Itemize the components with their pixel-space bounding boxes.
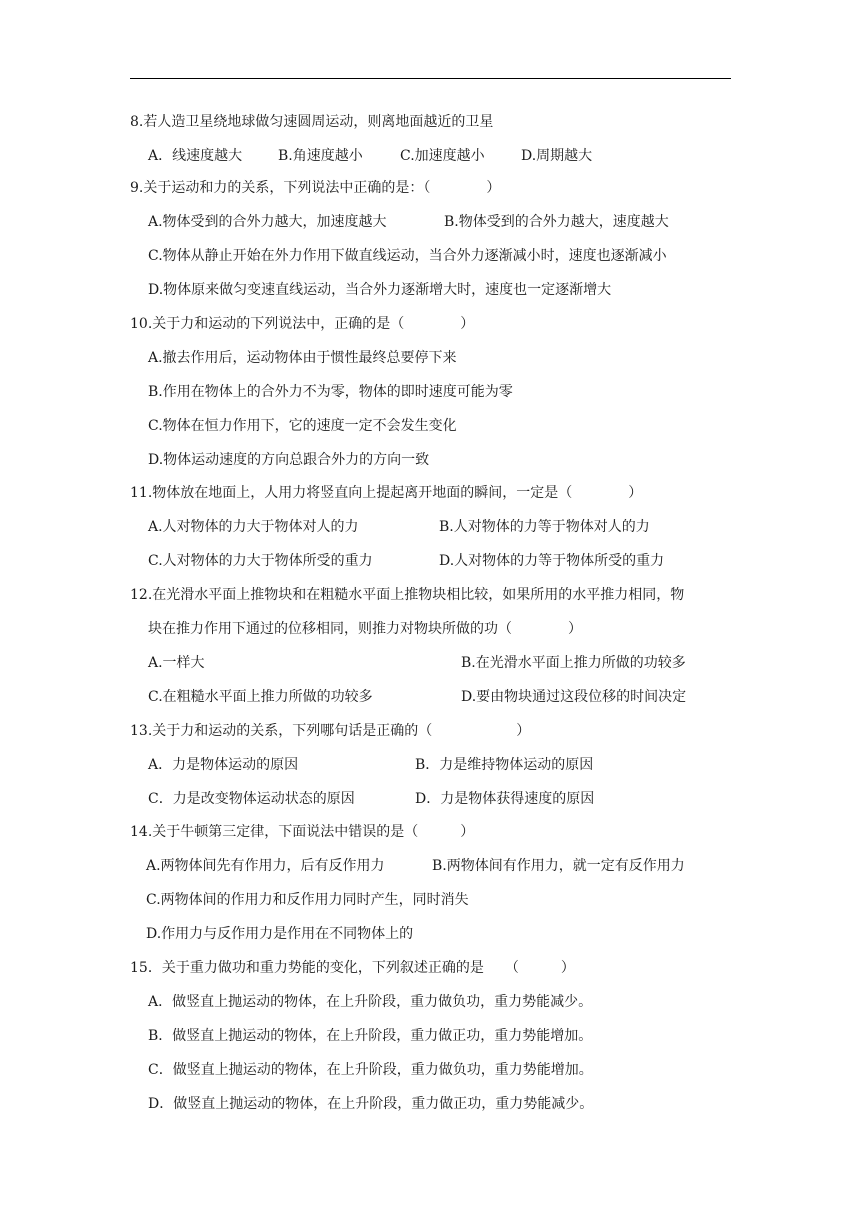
question-9-option-b: B.物体受到的合外力越大，速度越大 [444, 214, 669, 230]
question-11-option-d: D.人对物体的力等于物体所受的重力 [439, 553, 665, 569]
question-14-option-c: C.两物体间的作用力和反作用力同时产生，同时消失 [146, 892, 469, 908]
question-11-option-b: B.人对物体的力等于物体对人的力 [439, 519, 650, 535]
question-8-stem: 8.若人造卫星绕地球做匀速圆周运动，则离地面越近的卫星 [130, 114, 494, 130]
question-9-option-a: A.物体受到的合外力越大，加速度越大 [148, 214, 387, 230]
question-14-option-b: B.两物体间有作用力，就一定有反作用力 [432, 858, 685, 874]
question-13-stem: 13.关于力和运动的关系，下列哪句话是正确的（ ） [130, 723, 531, 739]
question-12-option-c: C.在粗糙水平面上推力所做的功较多 [148, 689, 373, 705]
question-14-stem: 14.关于牛顿第三定律，下面说法中错误的是（ ） [130, 824, 475, 840]
question-15-option-a: A．做竖直上抛运动的物体，在上升阶段，重力做负功，重力势能减少。 [148, 994, 593, 1010]
question-10-option-a: A.撤去作用后，运动物体由于惯性最终总要停下来 [148, 350, 457, 366]
question-15-option-c: C．做竖直上抛运动的物体，在上升阶段，重力做负功，重力势能增加。 [148, 1062, 593, 1078]
question-11-option-a: A.人对物体的力大于物体对人的力 [148, 519, 359, 535]
question-15-stem: 15．关于重力做功和重力势能的变化，下列叙述正确的是 （ ） [130, 960, 575, 976]
question-13-option-c: C．力是改变物体运动状态的原因 [148, 791, 355, 807]
question-9-stem: 9.关于运动和力的关系，下列说法中正确的是：（ ） [130, 180, 501, 196]
question-14-option-a: A.两物体间先有作用力，后有反作用力 [146, 858, 385, 874]
question-8-option-c: C.加速度越小 [400, 148, 485, 164]
question-9-option-c: C.物体从静止开始在外力作用下做直线运动，当合外力逐渐减小时，速度也逐渐减小 [148, 248, 667, 264]
question-10-option-b: B.作用在物体上的合外力不为零，物体的即时速度可能为零 [148, 384, 513, 400]
question-12-stem: 12.在光滑水平面上推物块和在粗糙水平面上推物块相比较，如果所用的水平推力相同，物 [130, 587, 685, 603]
question-12-option-a: A.一样大 [148, 655, 205, 671]
question-15-option-d: D．做竖直上抛运动的物体，在上升阶段，重力做正功，重力势能减少。 [148, 1096, 594, 1112]
question-14-option-d: D.作用力与反作用力是作用在不同物体上的 [146, 926, 414, 942]
question-12-option-b: B.在光滑水平面上推力所做的功较多 [461, 655, 686, 671]
question-9-option-d: D.物体原来做匀变速直线运动，当合外力逐渐增大时，速度也一定逐渐增大 [148, 282, 612, 298]
question-11-option-c: C.人对物体的力大于物体所受的重力 [148, 553, 373, 569]
question-13-option-b: B．力是维持物体运动的原因 [415, 757, 594, 773]
header-rule [130, 78, 731, 79]
question-10-option-c: C.物体在恒力作用下，它的速度一定不会发生变化 [148, 418, 457, 434]
question-12-option-d: D.要由物块通过这段位移的时间决定 [461, 689, 687, 705]
question-10-option-d: D.物体运动速度的方向总跟合外力的方向一致 [148, 452, 430, 468]
question-11-stem: 11.物体放在地面上，人用力将竖直向上提起离开地面的瞬间，一定是（ ） [130, 485, 643, 501]
question-15-option-b: B．做竖直上抛运动的物体，在上升阶段，重力做正功，重力势能增加。 [148, 1028, 593, 1044]
question-8-option-b: B.角速度越小 [278, 148, 363, 164]
question-13-option-a: A．力是物体运动的原因 [148, 757, 299, 773]
question-12-stem-continued: 块在推力作用下通过的位移相同，则推力对物块所做的功（ ） [148, 621, 582, 637]
question-13-option-d: D．力是物体获得速度的原因 [415, 791, 595, 807]
question-8-option-d: D.周期越大 [521, 148, 593, 164]
question-10-stem: 10.关于力和运动的下列说法中，正确的是（ ） [130, 316, 475, 332]
question-8-option-a: A．线速度越大 [148, 148, 243, 164]
